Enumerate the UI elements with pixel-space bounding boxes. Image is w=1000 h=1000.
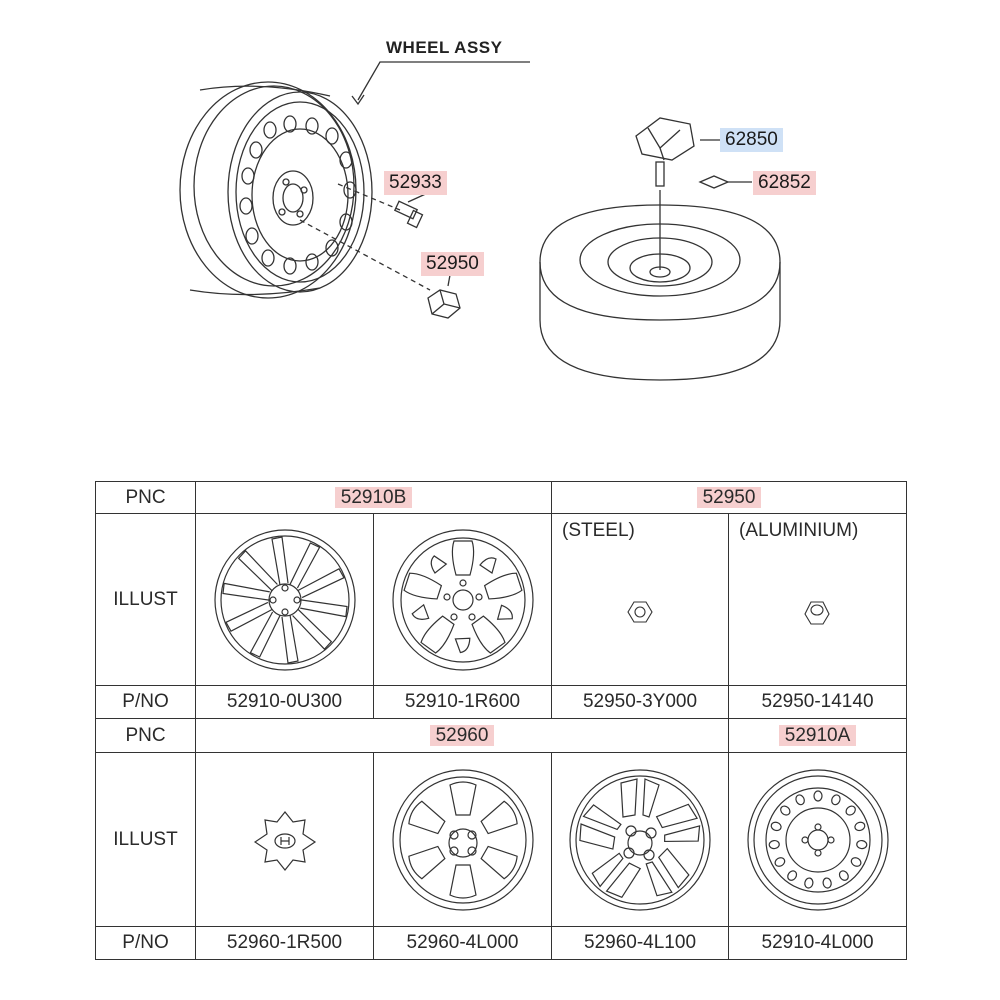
illust-52910-0U300	[196, 514, 374, 686]
wheel-cover-4L000-icon	[388, 765, 538, 915]
callout-52933[interactable]: 52933	[384, 171, 447, 195]
steel-wheel-hub	[273, 171, 313, 225]
alloy-wheel-10-spoke-icon	[210, 525, 360, 675]
callout-62850[interactable]: 62850	[720, 128, 783, 152]
parts-table	[95, 481, 907, 960]
pnc-52910A[interactable]: 52910A	[779, 725, 857, 746]
row-label-pnc: PNC	[96, 719, 196, 753]
row-label-pnc: PNC	[96, 482, 196, 514]
table-row-pno-1	[96, 686, 907, 719]
illust-52950-3Y000	[552, 514, 729, 686]
table-row-illust-2	[96, 753, 907, 927]
pnc-52910B[interactable]: 52910B	[335, 487, 413, 508]
illust-52960-1R500	[196, 753, 374, 927]
part-number[interactable]: 52910-0U300	[196, 686, 374, 719]
center-cap-icon	[235, 800, 335, 880]
alloy-wheel-5-spoke-icon	[388, 525, 538, 675]
row-label-illust: ILLUST	[96, 753, 196, 927]
valve-part	[395, 201, 417, 219]
part-number[interactable]: 52960-1R500	[196, 927, 374, 960]
wheel-cover-4L100-icon	[565, 765, 715, 915]
wheel-assy-leader	[358, 62, 530, 100]
part-number[interactable]: 52950-14140	[729, 686, 907, 719]
illust-52960-4L000	[374, 753, 552, 927]
diagram-drawing	[0, 0, 1000, 460]
spare-cover-part	[636, 118, 694, 160]
row-label-pno: P/NO	[96, 927, 196, 960]
steel-lug-nut-icon	[620, 592, 660, 632]
exploded-diagram	[0, 0, 1000, 460]
part-number[interactable]: 52910-1R600	[374, 686, 552, 719]
tag-part	[700, 176, 728, 188]
hold-down-bolt	[656, 162, 664, 186]
label-aluminium: (ALUMINIUM)	[739, 520, 859, 541]
illust-52910-1R600	[374, 514, 552, 686]
illust-52960-4L100	[552, 753, 729, 927]
row-label-pno: P/NO	[96, 686, 196, 719]
label-steel: (STEEL)	[562, 520, 635, 541]
aluminium-lug-nut-icon	[797, 592, 837, 632]
table-row-pnc-2	[96, 719, 907, 753]
part-number[interactable]: 52960-4L000	[374, 927, 552, 960]
illust-52910-4L000	[729, 753, 907, 927]
table-row-illust-1	[96, 514, 907, 686]
part-number[interactable]: 52960-4L100	[552, 927, 729, 960]
table-row-pnc-1	[96, 482, 907, 514]
pnc-52950[interactable]: 52950	[697, 487, 762, 508]
callout-52950[interactable]: 52950	[421, 252, 484, 276]
wheel-assy-label: WHEEL ASSY	[386, 38, 503, 57]
pnc-52960[interactable]: 52960	[430, 725, 495, 746]
part-number[interactable]: 52910-4L000	[729, 927, 907, 960]
steel-wheel-rim-front	[228, 92, 372, 292]
callout-62852[interactable]: 62852	[753, 171, 816, 195]
steel-wheel-icon	[743, 765, 893, 915]
illust-52950-14140	[729, 514, 907, 686]
table-row-pno-2	[96, 927, 907, 960]
row-label-illust: ILLUST	[96, 514, 196, 686]
part-number[interactable]: 52950-3Y000	[552, 686, 729, 719]
